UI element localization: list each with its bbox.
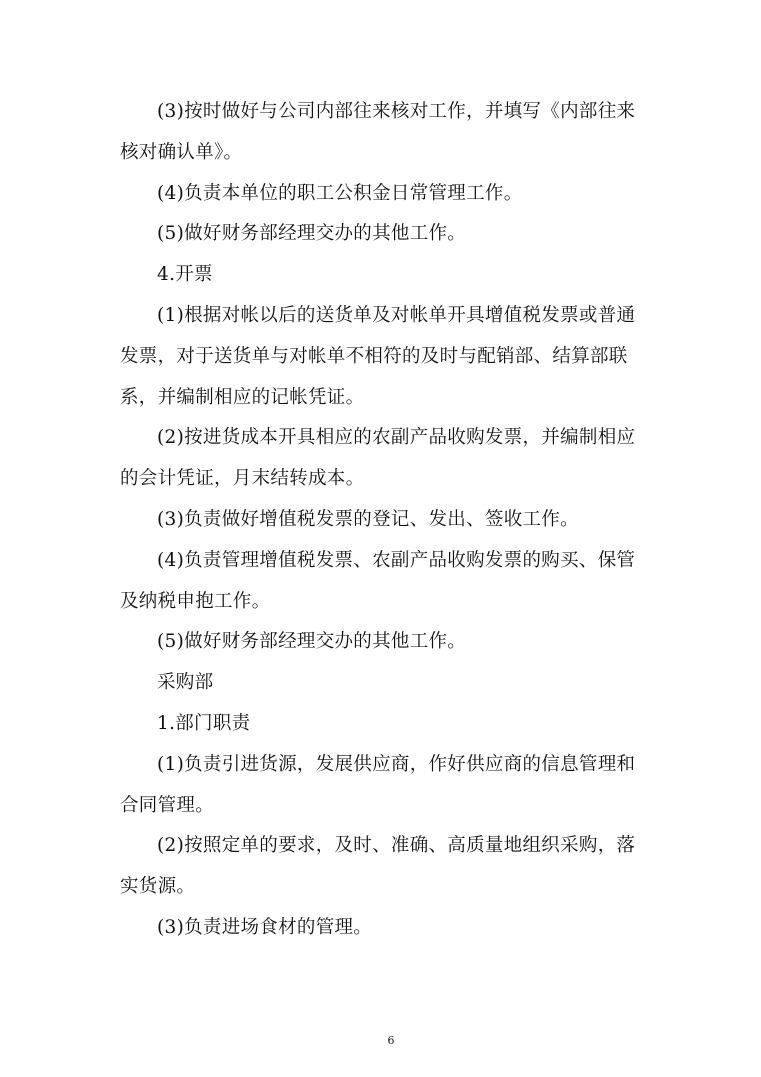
text-line: (5)做好财务部经理交办的其他工作。 — [157, 223, 467, 245]
text-line: 核对确认单》。 — [120, 141, 243, 163]
text-line: 实货源。 — [120, 876, 196, 898]
text-line: (2)按照定单的要求，及时、准确、高质量地组织采购，落 — [157, 835, 636, 857]
text-line: (4)负责本单位的职工公积金日常管理工作。 — [157, 182, 523, 204]
text-line: (5)做好财务部经理交办的其他工作。 — [157, 631, 467, 653]
text-line: (3)负责做好增值税发票的登记、发出、签收工作。 — [157, 508, 579, 530]
text-line: 系，并编制相应的记帐凭证。 — [120, 386, 365, 408]
text-line: 合同管理。 — [120, 794, 215, 816]
text-line: (3)按时做好与公司内部往来核对工作，并填写《内部往来 — [157, 101, 636, 122]
document-body — [120, 92, 636, 949]
text-line: 1.部门职责 — [157, 712, 251, 734]
text-line: 采购部 — [157, 672, 214, 694]
text-line: 的会计凭证，月末结转成本。 — [120, 468, 365, 490]
text-line: (3)负责进场食材的管理。 — [157, 916, 373, 938]
text-line: (1)负责引进货源，发展供应商，作好供应商的信息管理和 — [157, 753, 636, 775]
text-line: (1)根据对帐以后的送货单及对帐单开具增值税发票或普通 — [157, 304, 636, 326]
page-number: 6 — [387, 1034, 395, 1047]
text-line: 4.开票 — [157, 264, 213, 286]
text-line: 及纳税申抱工作。 — [120, 590, 271, 612]
text-line: (2)按进货成本开具相应的农副产品收购发票，并编制相应 — [157, 427, 636, 449]
text-line: 发票，对于送货单与对帐单不相符的及时与配销部、结算部联 — [120, 345, 628, 367]
text-line: (4)负责管理增值税发票、农副产品收购发票的购买、保管 — [157, 549, 636, 571]
